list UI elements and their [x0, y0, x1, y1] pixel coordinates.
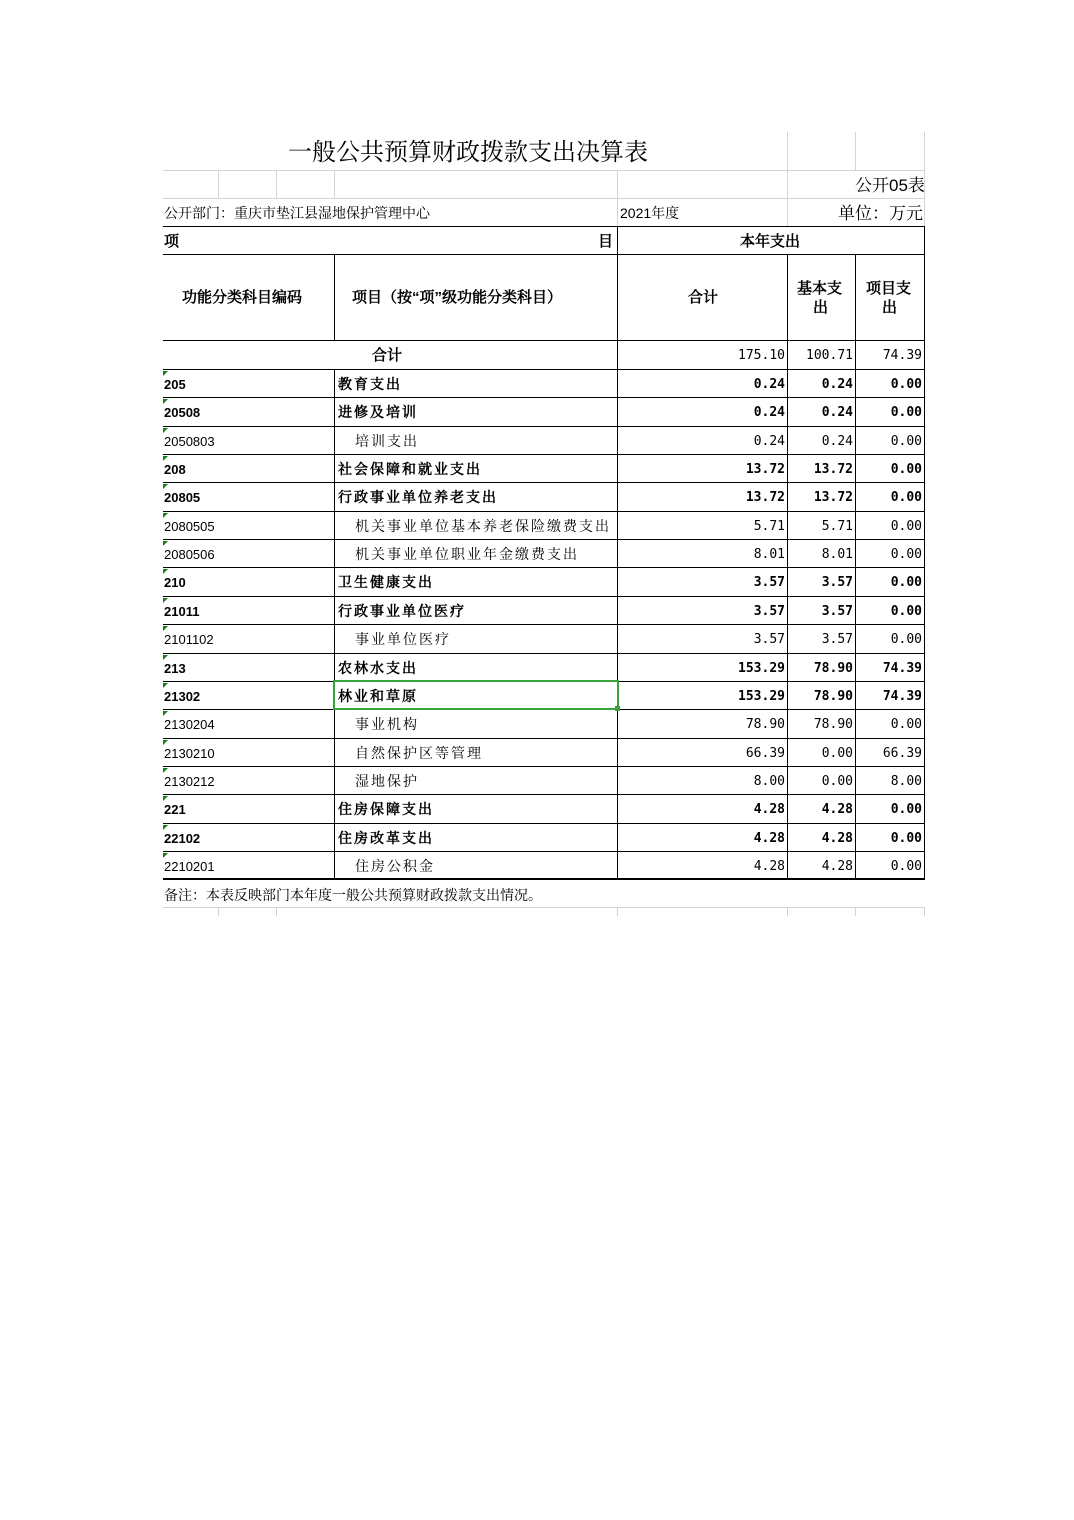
total-row-label: 合计: [372, 347, 403, 364]
cell-marker-icon: [163, 683, 168, 688]
gridline: [218, 907, 219, 916]
cell-marker-icon: [163, 399, 168, 404]
row-project: 0.00: [890, 490, 922, 505]
cell-marker-icon: [163, 626, 168, 631]
row-basic: 4.28: [821, 831, 853, 846]
row-basic: 3.57: [821, 575, 853, 590]
row-total: 8.01: [753, 547, 785, 562]
table-border: [163, 340, 925, 341]
header-name: 项目（按“项”级功能分类科目）: [352, 289, 563, 306]
row-total: 153.29: [738, 689, 785, 704]
row-name: 事业机构: [355, 716, 419, 732]
row-border: [163, 879, 925, 880]
cell-marker-icon: [163, 428, 168, 433]
row-border: [163, 766, 925, 767]
gridline: [276, 907, 277, 916]
row-border: [163, 454, 925, 455]
row-code: 2130210: [164, 746, 215, 761]
row-project: 0.00: [890, 831, 922, 846]
row-basic: 0.00: [821, 774, 853, 789]
header-item-left: 项: [164, 233, 180, 250]
row-code: 2210201: [164, 859, 215, 874]
gridline: [617, 907, 618, 916]
row-total: 0.24: [753, 405, 785, 420]
row-name: 自然保护区等管理: [355, 745, 483, 761]
row-code: 20805: [164, 490, 201, 505]
cell-marker-icon: [163, 569, 168, 574]
header-item-right: 目: [598, 233, 614, 250]
row-name: 培训支出: [355, 433, 419, 449]
row-basic: 13.72: [813, 462, 853, 477]
table-border: [334, 254, 335, 340]
row-total: 5.71: [753, 519, 785, 534]
cell-marker-icon: [163, 711, 168, 716]
total-row-total: 175.10: [738, 348, 785, 363]
row-total: 66.39: [745, 746, 785, 761]
header-project-line1: 项目支: [866, 280, 912, 297]
row-basic: 78.90: [813, 689, 853, 704]
row-code: 2050803: [164, 434, 215, 449]
row-code: 21011: [164, 604, 200, 619]
row-project: 0.00: [890, 859, 922, 874]
total-row-project: 74.39: [882, 348, 922, 363]
row-code: 2080506: [164, 547, 215, 562]
header-current-year: 本年支出: [740, 233, 801, 250]
row-project: 0.00: [890, 405, 922, 420]
gridline: [855, 132, 856, 170]
row-total: 4.28: [753, 802, 785, 817]
row-border: [163, 482, 925, 483]
row-name: 林业和草原: [338, 688, 418, 704]
row-name: 住房保障支出: [338, 801, 434, 817]
row-name: 行政事业单位医疗: [338, 603, 466, 619]
row-basic: 4.28: [821, 802, 853, 817]
row-project: 0.00: [890, 547, 922, 562]
row-code: 2101102: [164, 632, 214, 647]
cell-marker-icon: [163, 768, 168, 773]
row-project: 0.00: [890, 462, 922, 477]
row-total: 3.57: [753, 604, 785, 619]
selected-cell[interactable]: [333, 680, 619, 710]
row-code: 21302: [164, 689, 201, 704]
row-name: 机关事业单位职业年金缴费支出: [355, 546, 579, 562]
row-total: 153.29: [738, 661, 785, 676]
row-border: [163, 653, 925, 654]
table-title: 一般公共预算财政拨款支出决算表: [288, 138, 648, 166]
department-label: 公开部门：重庆市垫江县湿地保护管理中心: [164, 205, 430, 221]
row-name: 湿地保护: [355, 773, 419, 789]
row-name: 教育支出: [338, 376, 402, 392]
unit-label: 单位：万元: [838, 204, 923, 223]
total-row-basic: 100.71: [806, 348, 853, 363]
form-number: 公开05表: [855, 176, 925, 195]
row-name: 住房改革支出: [338, 830, 434, 846]
row-code: 22102: [164, 831, 201, 846]
header-project-line2: 出: [882, 299, 898, 316]
table-border: [163, 254, 925, 255]
row-border: [163, 823, 925, 824]
row-border: [163, 851, 925, 852]
row-name: 事业单位医疗: [355, 631, 451, 647]
row-basic: 3.57: [821, 604, 853, 619]
cell-marker-icon: [163, 484, 168, 489]
row-code: 221: [164, 802, 186, 817]
row-project: 74.39: [882, 689, 922, 704]
row-name: 社会保障和就业支出: [338, 461, 482, 477]
row-border: [163, 539, 925, 540]
row-basic: 5.71: [821, 519, 853, 534]
row-project: 0.00: [890, 377, 922, 392]
gridline: [855, 907, 856, 916]
fill-handle[interactable]: [615, 706, 620, 711]
row-code: 2080505: [164, 519, 215, 534]
table-border: [163, 369, 925, 370]
row-project: 0.00: [890, 632, 922, 647]
row-name: 住房公积金: [355, 858, 435, 874]
row-basic: 78.90: [813, 661, 853, 676]
cell-marker-icon: [163, 513, 168, 518]
row-basic: 0.24: [821, 405, 853, 420]
fiscal-year: 2021年度: [620, 205, 680, 221]
row-code: 208: [164, 462, 186, 477]
row-project: 66.39: [882, 746, 922, 761]
cell-marker-icon: [163, 825, 168, 830]
cell-marker-icon: [163, 598, 168, 603]
row-total: 0.24: [753, 434, 785, 449]
row-total: 3.57: [753, 575, 785, 590]
row-code: 20508: [164, 405, 201, 420]
row-basic: 13.72: [813, 490, 853, 505]
cell-marker-icon: [163, 371, 168, 376]
gridline: [617, 170, 618, 226]
row-project: 0.00: [890, 604, 922, 619]
footnote: 备注：本表反映部门本年度一般公共预算财政拨款支出情况。: [164, 887, 542, 903]
row-border: [163, 567, 925, 568]
gridline: [787, 907, 788, 916]
row-basic: 78.90: [813, 717, 853, 732]
row-border: [163, 426, 925, 427]
row-total: 13.72: [745, 462, 785, 477]
row-border: [163, 624, 925, 625]
row-total: 8.00: [753, 774, 785, 789]
header-code: 功能分类科目编码: [182, 289, 303, 306]
row-project: 0.00: [890, 802, 922, 817]
gridline: [163, 170, 925, 171]
cell-marker-icon: [163, 541, 168, 546]
row-name: 机关事业单位基本养老保险缴费支出: [355, 518, 611, 534]
cell-marker-icon: [163, 853, 168, 858]
row-total: 0.24: [753, 377, 785, 392]
cell-marker-icon: [163, 456, 168, 461]
gridline: [334, 170, 335, 198]
row-basic: 3.57: [821, 632, 853, 647]
row-project: 8.00: [890, 774, 922, 789]
gridline: [787, 132, 788, 226]
row-border: [163, 596, 925, 597]
row-basic: 4.28: [821, 859, 853, 874]
gridline: [218, 170, 219, 198]
row-total: 4.28: [753, 831, 785, 846]
header-basic-line1: 基本支: [797, 280, 843, 297]
row-basic: 0.00: [821, 746, 853, 761]
row-name: 农林水支出: [338, 660, 418, 676]
header-total: 合计: [688, 289, 719, 306]
row-border: [163, 738, 925, 739]
row-basic: 8.01: [821, 547, 853, 562]
row-code: 2130204: [164, 717, 215, 732]
row-border: [163, 511, 925, 512]
row-total: 13.72: [745, 490, 785, 505]
row-basic: 0.24: [821, 434, 853, 449]
gridline: [163, 907, 925, 908]
header-basic-line2: 出: [813, 299, 829, 316]
cell-marker-icon: [163, 655, 168, 660]
row-border: [163, 794, 925, 795]
row-project: 0.00: [890, 434, 922, 449]
row-project: 74.39: [882, 661, 922, 676]
row-basic: 0.24: [821, 377, 853, 392]
row-project: 0.00: [890, 519, 922, 534]
row-code: 213: [164, 661, 186, 676]
row-name: 行政事业单位养老支出: [338, 489, 498, 505]
cell-marker-icon: [163, 740, 168, 745]
table-border: [924, 226, 925, 879]
gridline: [924, 907, 925, 916]
row-total: 3.57: [753, 632, 785, 647]
table-border: [163, 226, 925, 227]
row-name: 进修及培训: [338, 404, 418, 420]
row-border: [163, 397, 925, 398]
gridline: [276, 170, 277, 198]
row-code: 205: [164, 377, 186, 392]
gridline: [163, 198, 925, 199]
row-total: 4.28: [753, 859, 785, 874]
cell-marker-icon: [163, 796, 168, 801]
row-total: 78.90: [745, 717, 785, 732]
row-project: 0.00: [890, 717, 922, 732]
row-code: 210: [164, 575, 186, 590]
row-code: 2130212: [164, 774, 215, 789]
row-name: 卫生健康支出: [338, 574, 434, 590]
row-project: 0.00: [890, 575, 922, 590]
